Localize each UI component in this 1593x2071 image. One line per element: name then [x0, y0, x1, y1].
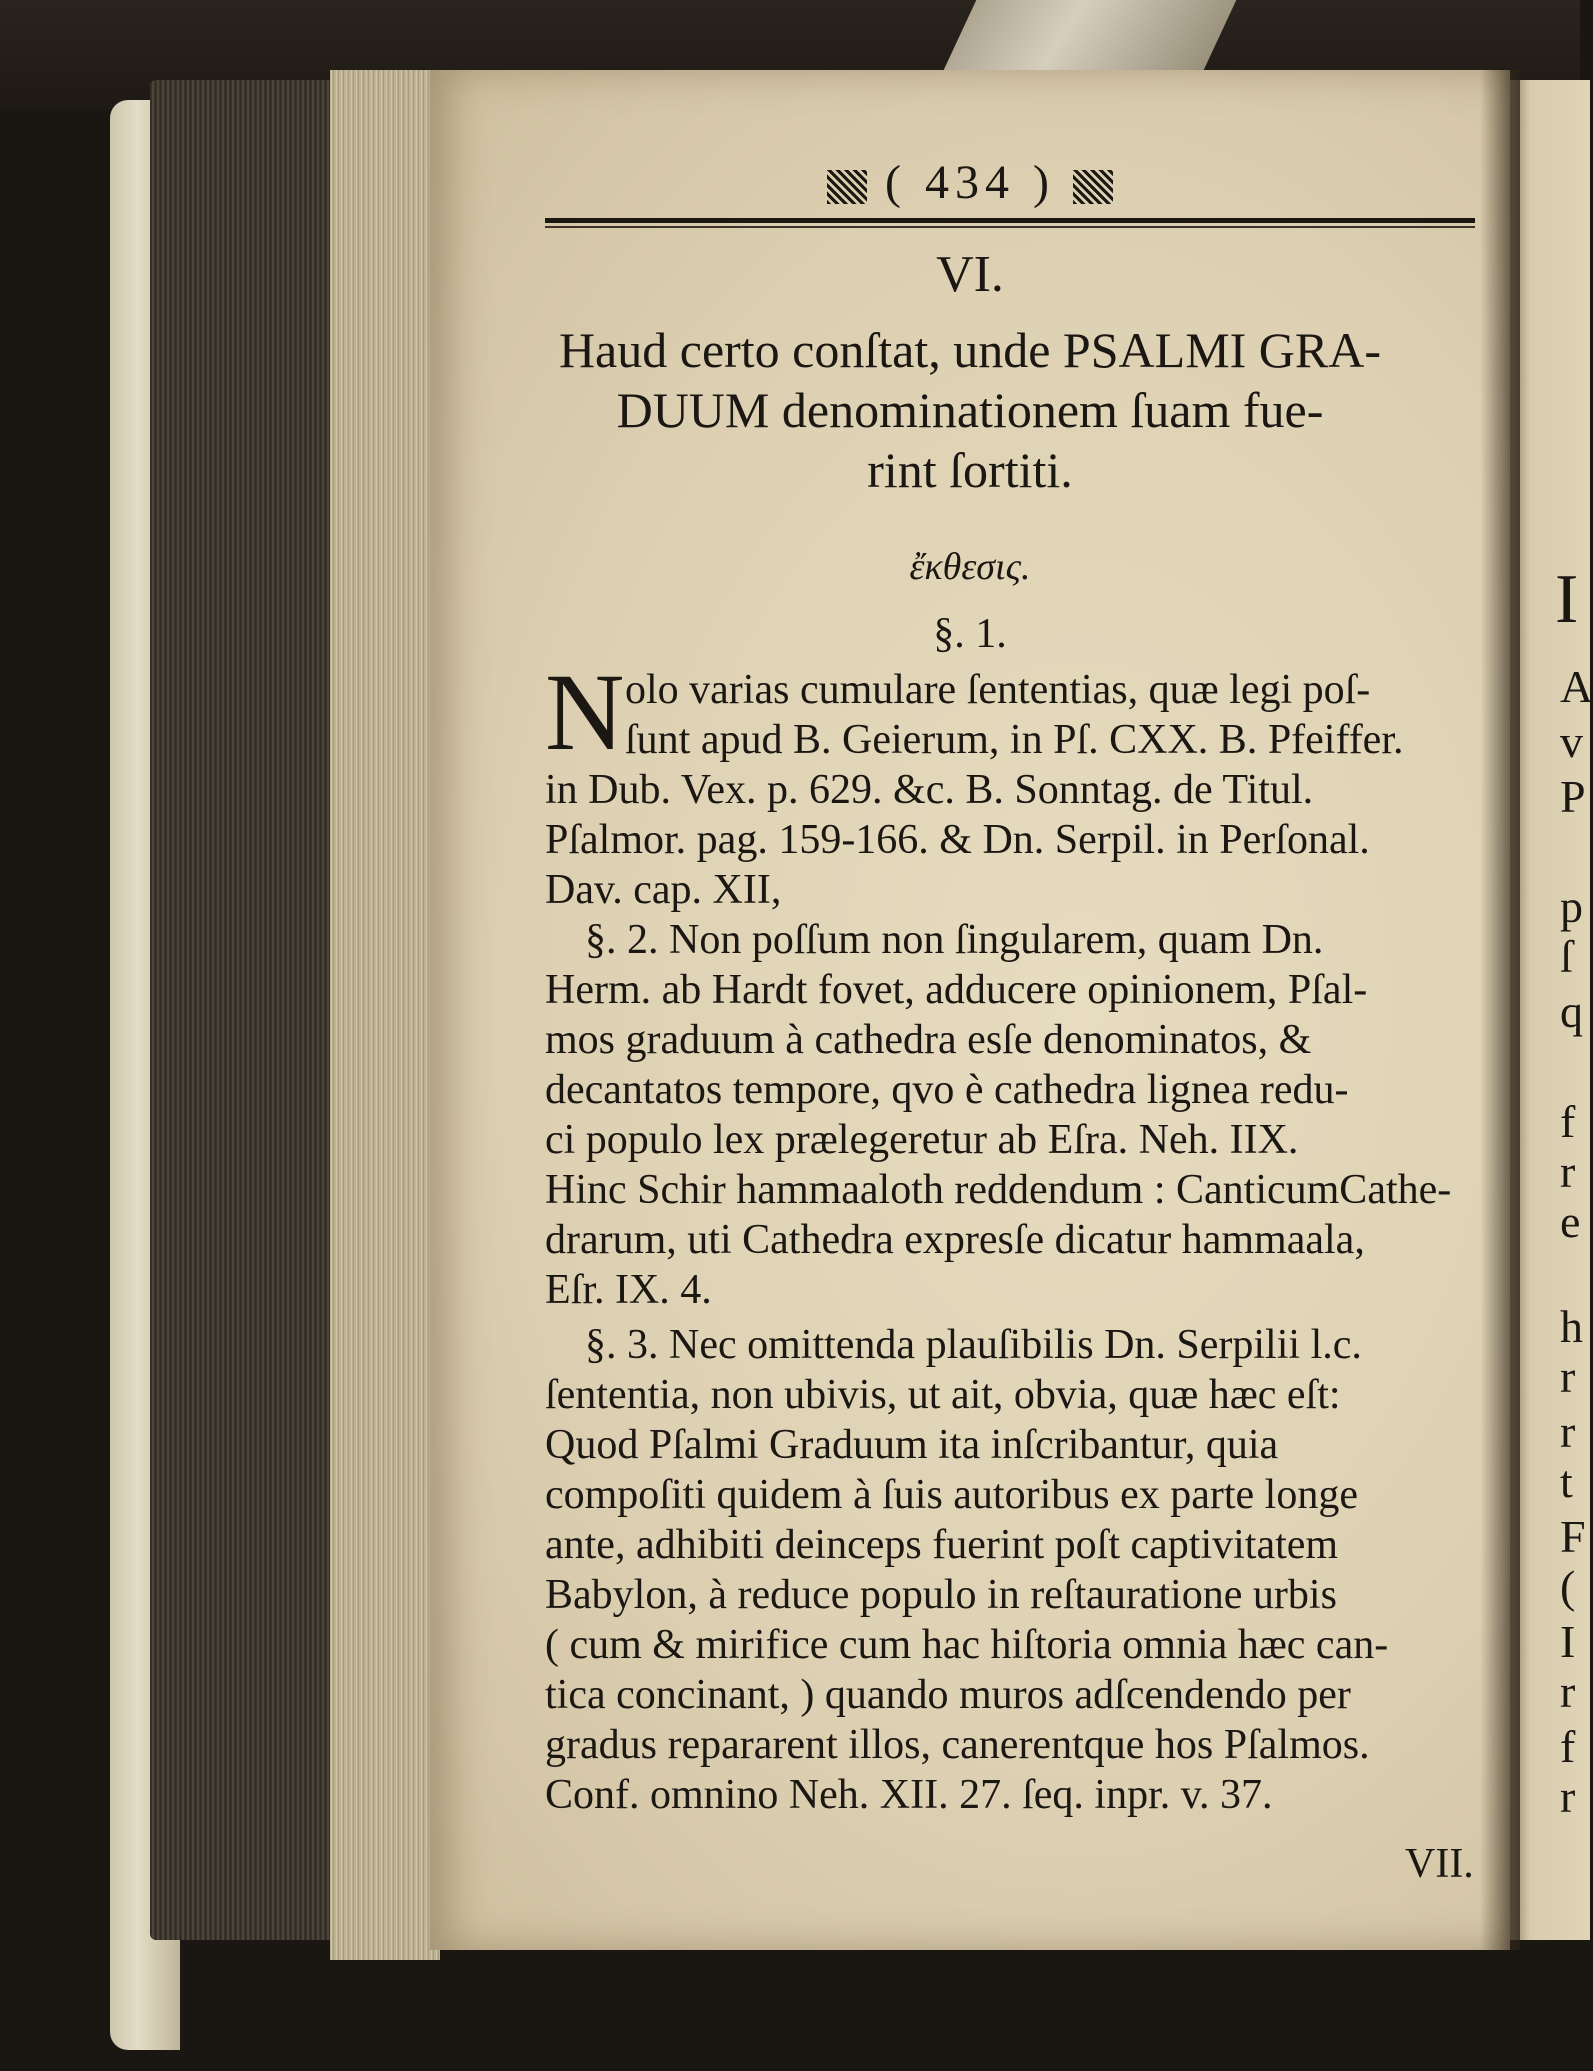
body-line: mos graduum à cathedra esſe denominatos, & [545, 1017, 1312, 1063]
facing-page-letter: p [1560, 881, 1583, 932]
drop-cap: N [545, 651, 625, 773]
bookmark-ribbon [944, 0, 1237, 70]
facing-page-letter: F [1560, 1511, 1586, 1562]
body-line: tica concinant, ) quando muros adſcendendo per [545, 1672, 1351, 1718]
body-line: Hinc Schir hammaaloth reddendum : CanticumCathe- [545, 1167, 1452, 1213]
header-rule-thin [545, 226, 1475, 228]
body-line: ſententia, non ubivis, ut ait, obvia, quæ hæc eſt: [545, 1372, 1341, 1418]
section-mark: §. 1. [933, 611, 1007, 657]
facing-page-letter: ( [1560, 1561, 1576, 1612]
gutter-shadow [1480, 70, 1520, 1950]
facing-page-letter: P [1560, 771, 1586, 822]
page-header [430, 155, 1510, 210]
facing-page-letter: ſ [1560, 931, 1573, 982]
facing-page-letter: r [1560, 1406, 1576, 1457]
body-line: Herm. ab Hardt fovet, adducere opinionem, Pſal- [545, 967, 1368, 1013]
body-line: gradus repararent illos, canerentque hos Pſalmos. [545, 1722, 1370, 1768]
facing-page-letter: f [1560, 1096, 1576, 1147]
body-line: ci populo lex prælegeretur ab Eſra. Neh. IIX. [545, 1117, 1299, 1163]
body-line: Conf. omnino Neh. XII. 27. ſeq. inpr. v. 37. [545, 1772, 1273, 1818]
facing-page-letter: r [1560, 1146, 1576, 1197]
body-line: Quod Pſalmi Graduum ita inſcribantur, quia [545, 1422, 1279, 1468]
facing-page-letter: h [1560, 1301, 1583, 1352]
chapter-title-line: DUUM denominationem ſuam fue- [616, 382, 1324, 438]
body-line: ( cum & mirifice cum hac hiſtoria omnia hæc can- [545, 1622, 1389, 1668]
facing-page-letter: I [1560, 1616, 1576, 1667]
chapter-title-line: Haud certo conſtat, unde PSALMI GRA- [558, 322, 1382, 378]
facing-page-letter: v [1560, 716, 1583, 767]
facing-page-letter: r [1560, 1666, 1576, 1717]
ornament-right-icon [1073, 170, 1113, 204]
facing-page-letter: t [1560, 1456, 1573, 1507]
facing-page-letter: f [1560, 1721, 1576, 1772]
page-edges-light [330, 70, 440, 1960]
body-line: in Dub. Vex. p. 629. &c. B. Sonntag. de Titul. [545, 767, 1314, 813]
facing-page-letter: I [1555, 561, 1579, 638]
facing-page-letter: e [1560, 1196, 1581, 1247]
facing-page-letter: q [1560, 986, 1583, 1037]
body-line: compoſiti quidem à ſuis autoribus ex parte longe [545, 1472, 1358, 1518]
body-line: ſunt apud B. Geierum, in Pſ. CXX. B. Pfeiffer. [625, 717, 1404, 763]
body-line: §. 3. Nec omittenda plauſibilis Dn. Serpilii l.c. [585, 1322, 1362, 1368]
body-line: Eſr. IX. 4. [545, 1267, 712, 1313]
body-line: Babylon, à reduce populo in reſtauratione urbis [545, 1572, 1337, 1618]
body-line: decantatos tempore, qvo è cathedra lignea redu- [545, 1067, 1349, 1113]
facing-page-letter: r [1560, 1351, 1576, 1402]
header-rule [545, 218, 1475, 223]
body-line: drarum, uti Cathedra expresſe dicatur hammaala, [545, 1217, 1365, 1263]
page-number: ( 434 ) [885, 156, 1055, 209]
chapter-number: VI. [936, 246, 1004, 303]
facing-page-letter: r [1560, 1771, 1576, 1822]
chapter-title-line: rint ſortiti. [867, 442, 1073, 498]
facing-page-letter: A [1560, 661, 1593, 712]
body-line: §. 2. Non poſſum non ſingularem, quam Dn. [585, 917, 1324, 963]
greek-heading: ἔκθεσις. [909, 546, 1031, 588]
body-line: olo varias cumulare ſententias, quæ legi poſ- [625, 667, 1371, 713]
catchword: VII. [1405, 1841, 1474, 1887]
body-line: Dav. cap. XII, [545, 867, 782, 913]
body-line: Pſalmor. pag. 159-166. & Dn. Serpil. in Perſonal. [545, 817, 1370, 863]
body-line: ante, adhibiti deinceps fuerint poſt captivitatem [545, 1522, 1339, 1568]
book-page [430, 70, 1510, 1950]
ornament-left-icon [827, 170, 867, 204]
